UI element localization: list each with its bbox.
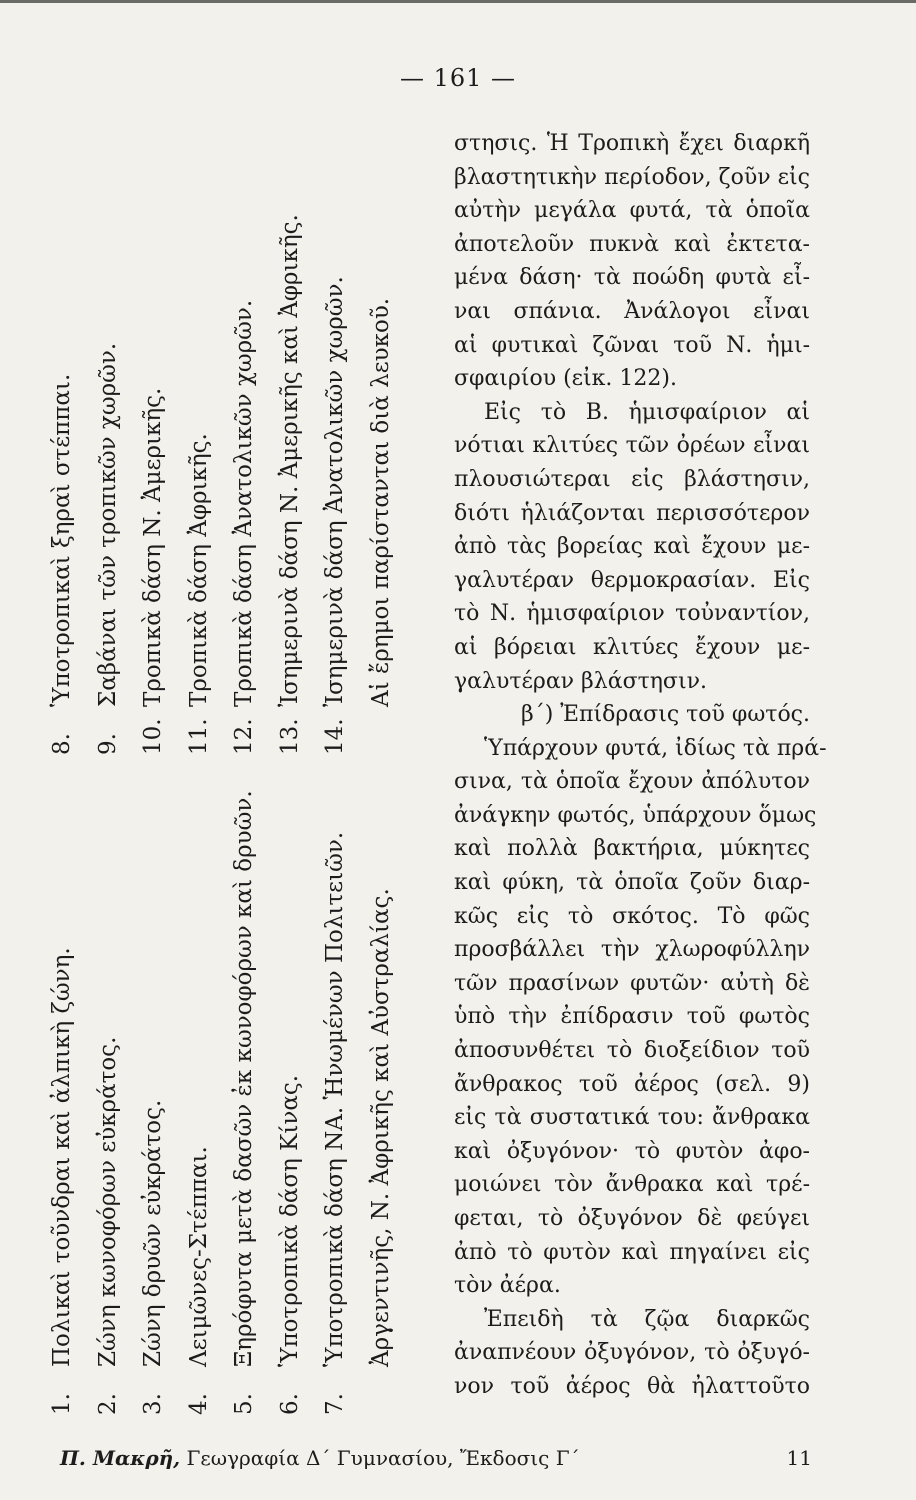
- body-text-line: πλουσιώτεραι εἰς βλάστησιν,: [454, 466, 810, 492]
- legend-item-text: Σαβάναι τῶν τροπικῶν χωρῶν.: [94, 342, 121, 707]
- body-text-line: ἀνάγκην φωτός, ὑπάρχουν ὅμως: [454, 802, 817, 828]
- legend-item-number: 10.: [140, 718, 166, 755]
- legend-item: [86, 115, 132, 755]
- body-text-line: σινα, τὰ ὁποῖα ἔχουν ἀπόλυτον: [454, 769, 810, 795]
- legend-item: [268, 115, 314, 755]
- legend-item-text: Ζώνη δρυῶν εὐκράτος.: [140, 1099, 166, 1367]
- legend-item-text: Ὑποτροπικὰ δάση ΝΑ. Ἡνωμένων Πολιτειῶν.: [322, 831, 348, 1367]
- body-text-line: βλαστητικὴν περίοδον, ζοῦν εἰς: [454, 164, 810, 190]
- legend-item-text: Ὑποτροπικαὶ ξηραὶ στέππαι.: [49, 373, 75, 707]
- body-text-line: ἀποτελοῦν πυκνὰ καὶ ἐκτετα-: [454, 231, 810, 257]
- body-text-line: Εἰς τὸ Β. ἡμισφαίριον αἱ: [484, 399, 810, 425]
- legend-item-text: Ἀργεντινῆς, Ν. Ἀφρικῆς καὶ Αὐστραλίας.: [367, 888, 394, 1367]
- legend-item-number: 1.: [49, 1393, 75, 1415]
- legend-item-text: Λειμῶνες-Στέππαι.: [185, 1146, 212, 1367]
- legend-item: [40, 115, 86, 755]
- body-text-line: ἀναπνέουν ὀξυγόνον, τὸ ὀξυγό-: [454, 1340, 810, 1366]
- body-text-line: καὶ ὀξυγόνον· τὸ φυτὸν ἀφο-: [454, 1138, 810, 1164]
- body-text-line: νότιαι κλιτύες τῶν ὀρέων εἶναι: [454, 433, 810, 459]
- body-text-line: ἀπὸ τὰς βορείας καὶ ἔχουν με-: [454, 534, 810, 560]
- footer-author: Π. Μακρῆ,: [60, 1446, 181, 1470]
- body-text-line: ἄνθρακος τοῦ ἀέρος (σελ. 9): [454, 1071, 810, 1097]
- body-text-column: [454, 127, 827, 1404]
- body-text-line: εἰς τὰ συστατικά του: ἄνθρακα: [454, 1105, 810, 1131]
- legend-item-number: 6.: [276, 1393, 303, 1415]
- body-text-line: Ὑπάρχουν φυτά, ἰδίως τὰ πρά-: [484, 735, 827, 761]
- body-text-line: νον τοῦ ἀέρος θὰ ἠλαττοῦτο: [454, 1373, 810, 1399]
- legend-item: [359, 115, 405, 755]
- body-text-line: καὶ πολλὰ βακτήρια, μύκητες: [454, 836, 810, 862]
- legend-item-number: 7.: [322, 1393, 348, 1415]
- body-text-line: αἱ βόρειαι κλιτύες ἔχουν με-: [454, 634, 810, 660]
- body-text-line: τῶν πρασίνων φυτῶν· αὐτὴ δὲ: [454, 970, 810, 996]
- legend-item-text: Ἰσημερινὰ δάση Ν. Ἀμερικῆς καὶ Ἀφρικῆς.: [276, 214, 303, 707]
- figure-legend-rotated: [40, 115, 394, 1415]
- legend-item: [313, 115, 359, 755]
- body-text-line: διότι ἡλιάζονται περισσότερον: [454, 500, 810, 526]
- page-footer: [60, 1446, 812, 1470]
- legend-item: [313, 765, 359, 1415]
- page-number: — 161 —: [399, 64, 517, 92]
- legend-item: [222, 765, 268, 1415]
- legend-item: [222, 115, 268, 755]
- body-text-line: καὶ φύκη, τὰ ὁποῖα ζοῦν διαρ-: [454, 870, 810, 896]
- body-text-line: αἱ φυτικαὶ ζῶναι τοῦ Ν. ἡμι-: [454, 332, 810, 358]
- legend-item-text: Τροπικὰ δάση Ν. Ἀμερικῆς.: [140, 387, 166, 707]
- body-text-line: ὑπὸ τὴν ἐπίδρασιν τοῦ φωτὸς: [454, 1004, 810, 1030]
- body-text-line: τὸν ἀέρα.: [454, 1273, 561, 1299]
- legend-item: [177, 765, 223, 1415]
- body-text-line: ἀπὸ τὸ φυτὸν καὶ πηγαίνει εἰς: [454, 1239, 810, 1265]
- legend-item-number: 9.: [94, 733, 121, 755]
- legend-item: [131, 765, 177, 1415]
- legend-item-text: Ξηρόφυτα μετὰ δασῶν ἐκ κωνοφόρων καὶ δρυῶν.: [231, 790, 257, 1367]
- body-text-line: φεται, τὸ ὀξυγόνον δὲ φεύγει: [454, 1206, 810, 1231]
- page-top-edge: [0, 0, 916, 3]
- footer-citation: [60, 1446, 580, 1470]
- legend-item-text: Ζώνη κωνοφόρων εὐκράτος.: [94, 1036, 121, 1367]
- body-text-line: τὸ Ν. ἡμισφαίριον τοὐναντίον,: [454, 601, 810, 627]
- footer-signature-number: 11: [786, 1446, 812, 1470]
- legend-item-text: Τροπικὰ δάση Ἀφρικῆς.: [185, 433, 212, 707]
- legend-item: [86, 765, 132, 1415]
- legend-column-right: [40, 115, 404, 755]
- legend-item: [177, 115, 223, 755]
- legend-item-text: Πολικαὶ τοῦνδραι καὶ ἀλπικὴ ζώνη.: [49, 947, 75, 1367]
- body-text-line: ἀποσυνθέτει τὸ διοξείδιον τοῦ: [454, 1038, 810, 1064]
- body-text-line: μοιώνει τὸν ἄνθρακα καὶ τρέ-: [454, 1172, 810, 1198]
- legend-item: [131, 115, 177, 755]
- body-text-line: σφαιρίου (εἰκ. 122).: [454, 366, 677, 392]
- legend-item-number: 14.: [322, 718, 348, 755]
- legend-item: [268, 765, 314, 1415]
- legend-item-text: Τροπικὰ δάση Ἀνατολικῶν χωρῶν.: [231, 299, 257, 707]
- footer-book-title: Γεωγραφία Δ΄ Γυμνασίου, Ἔκδοσις Γ΄: [186, 1446, 580, 1470]
- legend-item-number: 2.: [94, 1393, 121, 1415]
- body-text-line: Ἐπειδὴ τὰ ζῷα διαρκῶς: [484, 1306, 810, 1332]
- legend-item-text: Ὑποτροπικὰ δάση Κίνας.: [276, 1074, 303, 1367]
- body-text-line: προσβάλλει τὴν χλωροφύλλην: [454, 937, 810, 963]
- legend-item-number: 12.: [231, 718, 257, 755]
- legend-item-number: 3.: [140, 1393, 166, 1415]
- body-text-line: β΄) Ἐπίδρασις τοῦ φωτός.: [521, 702, 810, 728]
- legend-item-number: 13.: [276, 718, 303, 755]
- legend-item-text: Αἱ ἔρημοι παρίστανται διὰ λευκοῦ.: [367, 297, 394, 707]
- legend-item-number: 11.: [185, 718, 212, 755]
- body-text-line: κῶς εἰς τὸ σκότος. Τὸ φῶς: [454, 903, 810, 929]
- body-text-line: ναι σπάνια. Ἀνάλογοι εἶναι: [454, 298, 810, 324]
- legend-item-text: Ἰσημερινὰ δάση Ἀνατολικῶν χωρῶν.: [322, 276, 348, 707]
- body-text-line: μένα δάση· τὰ ποώδη φυτὰ εἶ-: [454, 265, 810, 291]
- legend-item: [40, 765, 86, 1415]
- body-text-line: γαλυτέραν βλάστησιν.: [454, 668, 707, 694]
- legend-item-number: 5.: [231, 1393, 257, 1415]
- body-text-line: στησις. Ἡ Τροπικὴ ἔχει διαρκῆ: [454, 131, 810, 156]
- body-text-line: αὐτὴν μεγάλα φυτά, τὰ ὁποῖα: [454, 198, 810, 224]
- body-text-line: γαλυτέραν θερμοκρασίαν. Εἰς: [454, 567, 810, 593]
- legend-item: [359, 765, 405, 1415]
- legend-item-number: 8.: [49, 733, 75, 755]
- legend-column-left: [40, 765, 404, 1415]
- legend-item-number: 4.: [185, 1393, 212, 1415]
